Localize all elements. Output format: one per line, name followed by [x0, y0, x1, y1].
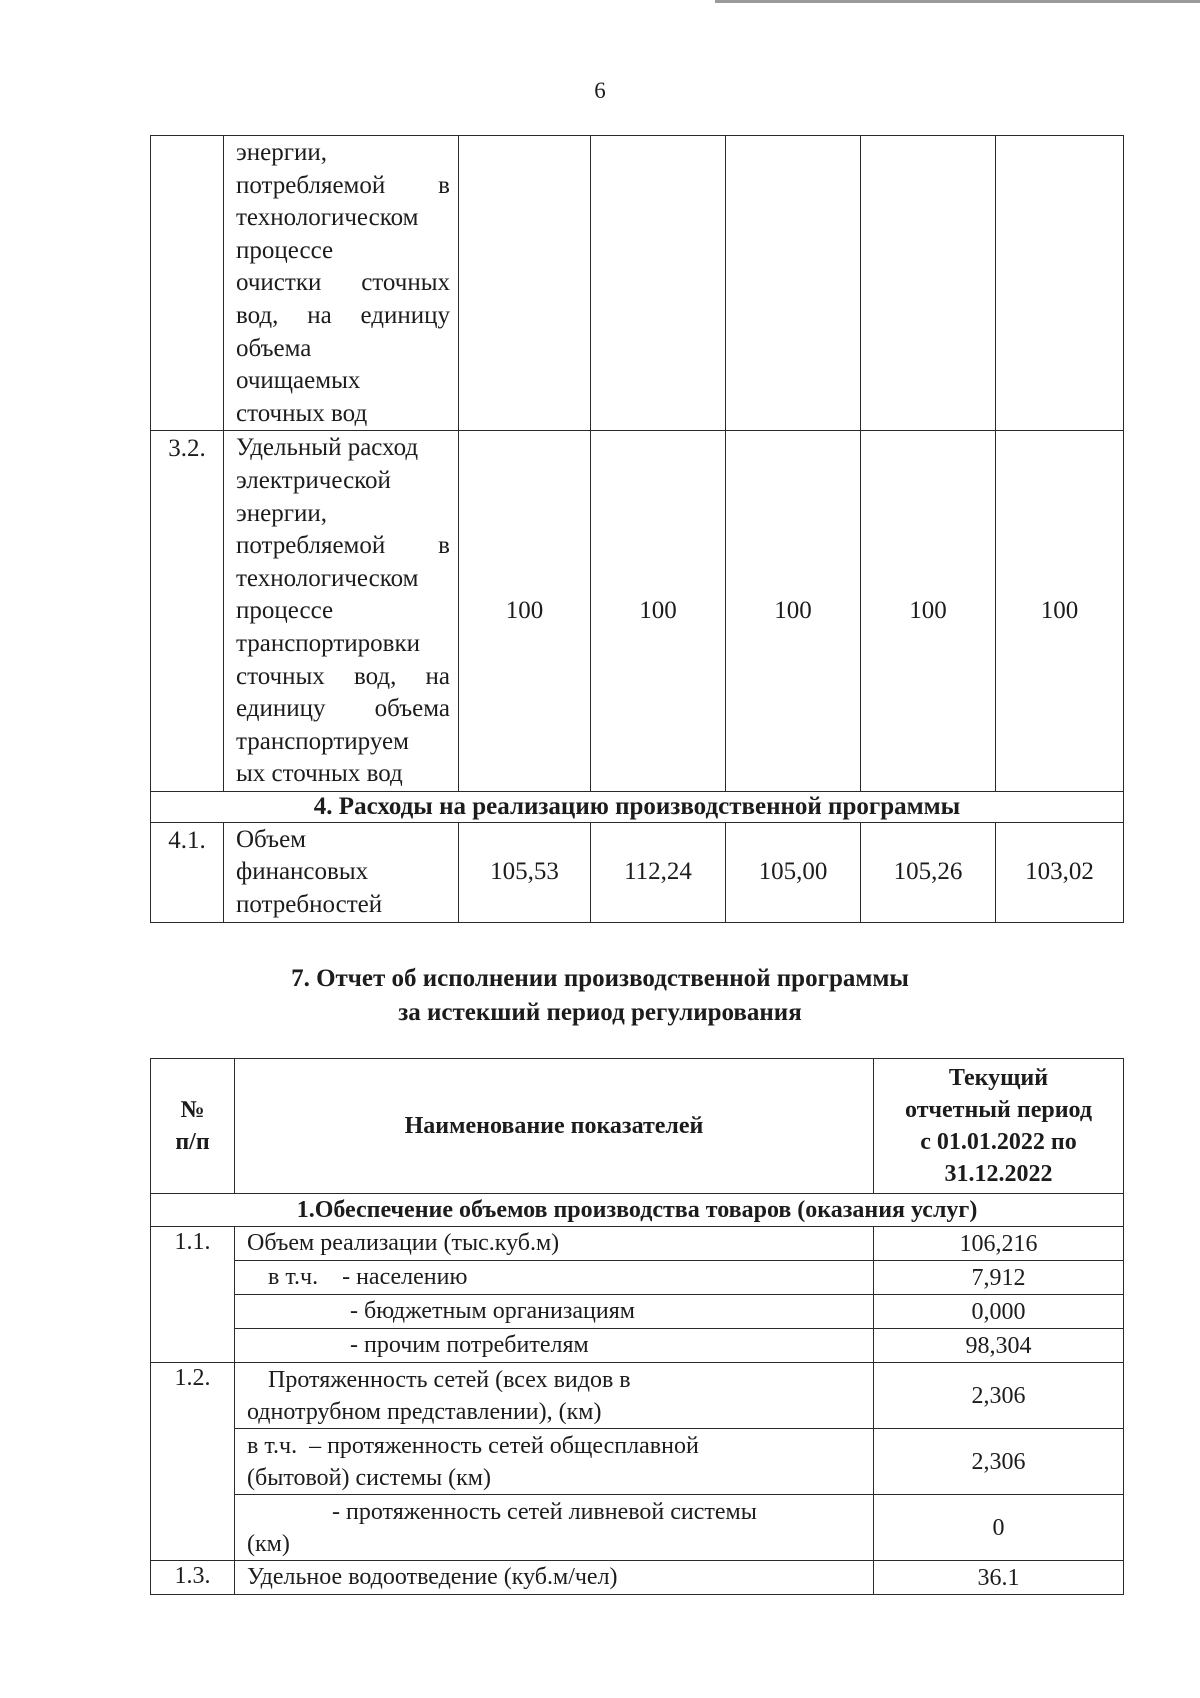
indicator-name-cell: - прочим потребителям: [235, 1329, 874, 1363]
name-line: потребностей: [236, 891, 383, 919]
name-line: транспортировки: [236, 629, 420, 657]
indicator-name-cell: [224, 822, 459, 922]
header-number-cell: [151, 1059, 235, 1194]
name-line: электрической: [236, 466, 391, 494]
name-line: энергии,: [236, 499, 327, 527]
indicator-name-cell: - бюджетным организациям: [235, 1295, 874, 1329]
name-line: Объем: [236, 825, 306, 853]
name-line: сточных вод, на: [236, 662, 450, 690]
row-number-cell: 1.2.: [151, 1363, 235, 1561]
row-number-cell: 3.2.: [151, 431, 224, 792]
value-cell: 106,216: [874, 1227, 1124, 1261]
table-row-budget-orgs: [151, 1295, 1124, 1329]
value-cell: 0,000: [874, 1295, 1124, 1329]
period-line: Текущий: [948, 1065, 1049, 1091]
table-row-population: [151, 1261, 1124, 1295]
period-line: отчетный период: [905, 1097, 1092, 1123]
table-row-1-3: [151, 1561, 1124, 1595]
heading-line-2: за истекший период регулирования: [398, 999, 802, 1026]
period-line: с 01.01.2022 по: [920, 1129, 1077, 1155]
header-period-cell: [874, 1059, 1124, 1194]
value-cell: 105,26: [861, 822, 996, 922]
value-cell: 100: [459, 431, 591, 792]
name-line: объема: [236, 334, 312, 362]
name-line: в т.ч. – протяженность сетей общесплавной: [247, 1433, 699, 1459]
value-cell: 36.1: [874, 1561, 1124, 1595]
page-number: 6: [594, 78, 606, 103]
value-cell: 100: [996, 431, 1124, 792]
name-line: транспортируем: [236, 727, 409, 755]
name-line: очищаемых: [236, 367, 361, 395]
section-row-1: [151, 1194, 1124, 1227]
name-line: технологическом: [236, 564, 419, 592]
indicator-name-cell: Удельное водоотведение (куб.м/чел): [235, 1561, 874, 1595]
indicators-table-continued: [150, 135, 1124, 923]
name-line: (бытовой) системы (км): [247, 1465, 491, 1491]
value-cell: 100: [591, 431, 726, 792]
name-line: финансовых: [236, 858, 369, 886]
table-row-3-2: [151, 431, 1124, 792]
indicator-name-cell: [235, 1495, 874, 1561]
name-line: сточных вод: [236, 399, 368, 427]
header-number-line: п/п: [175, 1129, 210, 1155]
table-row-continuation: [151, 136, 1124, 431]
name-line: - протяженность сетей ливневой системы: [332, 1499, 757, 1525]
name-line: процессе: [236, 597, 334, 625]
value-cell: 98,304: [874, 1329, 1124, 1363]
name-line: единицу объема: [236, 695, 450, 723]
indicator-name-cell: в т.ч. - населению: [235, 1261, 874, 1295]
header-number-line: №: [180, 1097, 205, 1123]
top-border-line: [715, 0, 1200, 3]
indicator-name-cell: [224, 136, 459, 431]
section-row-4: [151, 791, 1124, 822]
indicator-name-cell: Объем реализации (тыс.куб.м): [235, 1227, 874, 1261]
row-number-cell: [151, 136, 224, 431]
section-title: 4. Расходы на реализацию производственной программы: [151, 791, 1124, 822]
name-line: вод, на единицу: [236, 301, 450, 329]
name-line: однотрубном представлении), (км): [247, 1399, 602, 1425]
name-line: ых сточных вод: [236, 760, 403, 788]
name-line: потребляемой в: [236, 171, 450, 199]
value-cell: 105,53: [459, 822, 591, 922]
name-line: очистки сточных: [236, 269, 450, 297]
indicator-name-cell: [235, 1429, 874, 1495]
heading-line-1: 7. Отчет об исполнении производственной программы: [291, 965, 909, 992]
period-line: 31.12.2022: [944, 1161, 1053, 1187]
value-cell: [726, 136, 861, 431]
header-name-cell: Наименование показателей: [235, 1059, 874, 1194]
value-cell: 112,24: [591, 822, 726, 922]
row-number-cell: 1.3.: [151, 1561, 235, 1595]
name-line: потребляемой в: [236, 532, 450, 560]
name-line: процессе: [236, 236, 334, 264]
value-cell: [996, 136, 1124, 431]
name-line: энергии,: [236, 139, 327, 166]
row-number-cell: 4.1.: [151, 822, 224, 922]
value-cell: 2,306: [874, 1429, 1124, 1495]
value-cell: 7,912: [874, 1261, 1124, 1295]
value-cell: [459, 136, 591, 431]
value-cell: 0: [874, 1495, 1124, 1561]
value-cell: 100: [726, 431, 861, 792]
table-row-1-2: [151, 1363, 1124, 1429]
value-cell: 100: [861, 431, 996, 792]
program-report-table: [150, 1058, 1124, 1595]
value-cell: 103,02: [996, 822, 1124, 922]
row-number-cell: 1.1.: [151, 1227, 235, 1363]
section-title: 1.Обеспечение объемов производства товаров (оказания услуг): [151, 1194, 1124, 1227]
indicator-name-cell: [224, 431, 459, 792]
name-line: технологическом: [236, 204, 419, 232]
table-row-4-1: [151, 822, 1124, 922]
table-row-combined-sewer: [151, 1429, 1124, 1495]
value-cell: [591, 136, 726, 431]
value-cell: 2,306: [874, 1363, 1124, 1429]
name-line: Удельный расход: [236, 434, 419, 462]
name-line: Протяженность сетей (всех видов в: [268, 1367, 631, 1393]
section-heading: [0, 962, 1200, 1030]
name-line: (км): [247, 1531, 290, 1557]
value-cell: [861, 136, 996, 431]
value-cell: 105,00: [726, 822, 861, 922]
table-row-storm-sewer: [151, 1495, 1124, 1561]
indicator-name-cell: [235, 1363, 874, 1429]
table-row-other-consumers: [151, 1329, 1124, 1363]
table-row-1-1: [151, 1227, 1124, 1261]
table-header-row: [151, 1059, 1124, 1194]
